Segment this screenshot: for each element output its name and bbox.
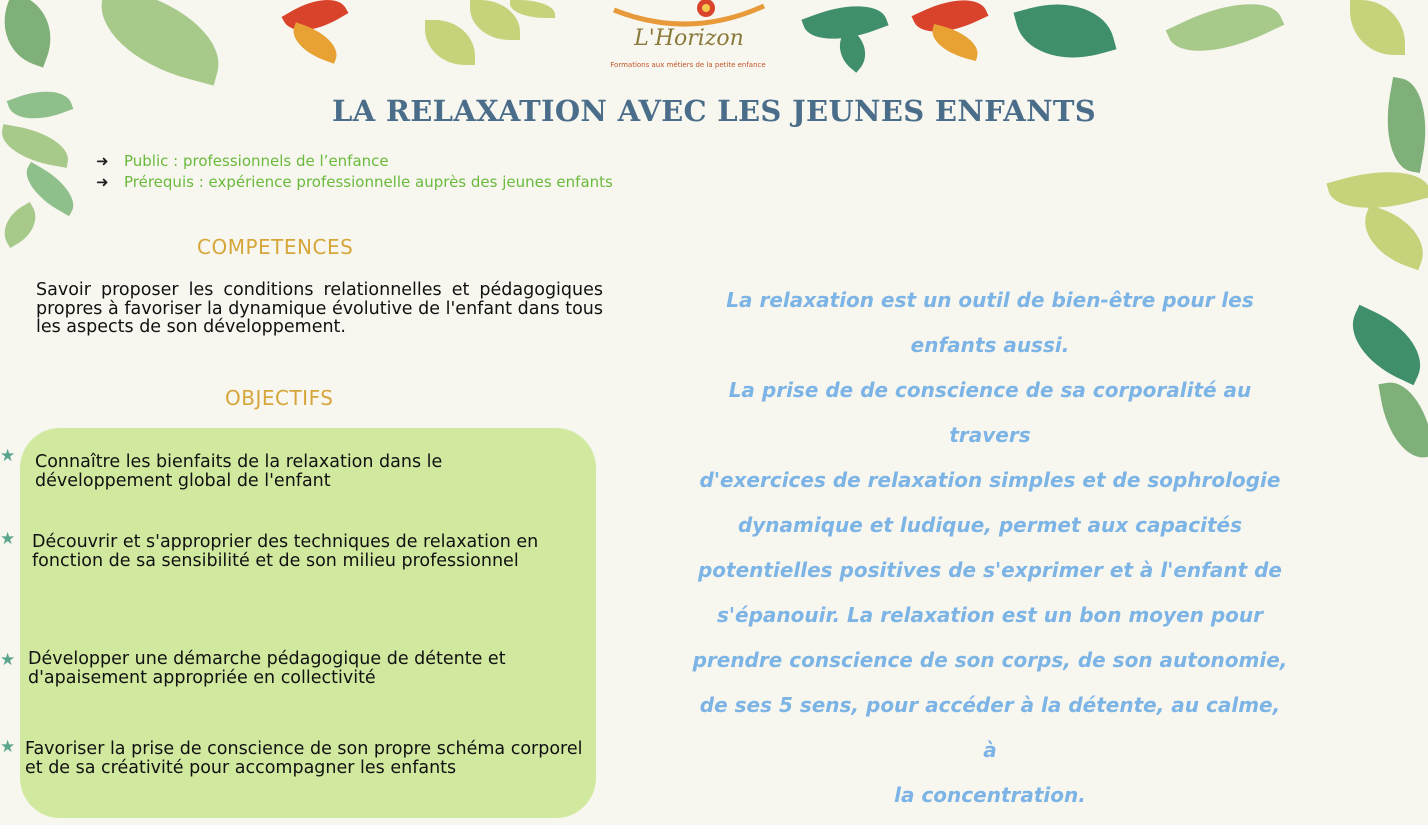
star-icon: ★ (0, 737, 16, 757)
competences-heading: COMPETENCES (197, 235, 354, 259)
prerequis-text: Prérequis : expérience professionnelle auprès des jeunes enfants (124, 173, 613, 191)
public-text: Public : professionnels de l’enfance (124, 152, 389, 170)
competences-text: Savoir proposer les conditions relationnelles et pédagogiques propres à favoriser la dynamique évolutive de l'enfant dans tous les aspects de son développement. (36, 280, 603, 337)
logo-tagline: Formations aux métiers de la petite enfance (610, 61, 766, 69)
quote-line: d'exercices de relaxation simples et de sophrologie (699, 468, 1281, 492)
quote-line: de ses 5 sens, pour accéder à la détente, au calme, à (699, 693, 1281, 762)
star-icon: ★ (0, 446, 16, 466)
star-icon: ★ (0, 650, 16, 670)
logo-name: L'Horizon (634, 26, 744, 51)
objectif-item: Favoriser la prise de conscience de son propre schéma corporel et de sa créativité pour accompagner les enfants (25, 739, 583, 778)
quote-line: dynamique et ludique, permet aux capacités (737, 513, 1243, 537)
objectif-item: Connaître les bienfaits de la relaxation dans le développement global de l'enfant (35, 452, 443, 491)
public-line (96, 152, 389, 170)
objectif-item: Découvrir et s'approprier des techniques de relaxation en fonction de sa sensibilité et de son milieu professionnel (32, 532, 539, 571)
arrow-right-icon: ➜ (96, 173, 109, 191)
objectif-item: Développer une démarche pédagogique de détente et d'apaisement appropriée en collectivité (28, 649, 506, 688)
quote-line: La prise de de conscience de sa corporalité au travers (728, 378, 1252, 447)
quote-line: prendre conscience de son corps, de son autonomie, (692, 648, 1288, 672)
arrow-right-icon: ➜ (96, 152, 109, 170)
quote-line: s'épanouir. La relaxation est un bon moyen pour (716, 603, 1263, 627)
relaxation-quote (692, 278, 1288, 818)
quote-line: La relaxation est un outil de bien-être pour les (726, 288, 1254, 312)
page-title: LA RELAXATION AVEC LES JEUNES ENFANTS (331, 94, 1097, 128)
star-icon: ★ (0, 529, 16, 549)
quote-line: la concentration. (894, 783, 1086, 807)
quote-line: enfants aussi. (910, 333, 1070, 357)
prerequis-line (96, 173, 613, 191)
objectifs-heading: OBJECTIFS (225, 386, 334, 410)
quote-line: potentielles positives de s'exprimer et à l'enfant de (697, 558, 1282, 582)
